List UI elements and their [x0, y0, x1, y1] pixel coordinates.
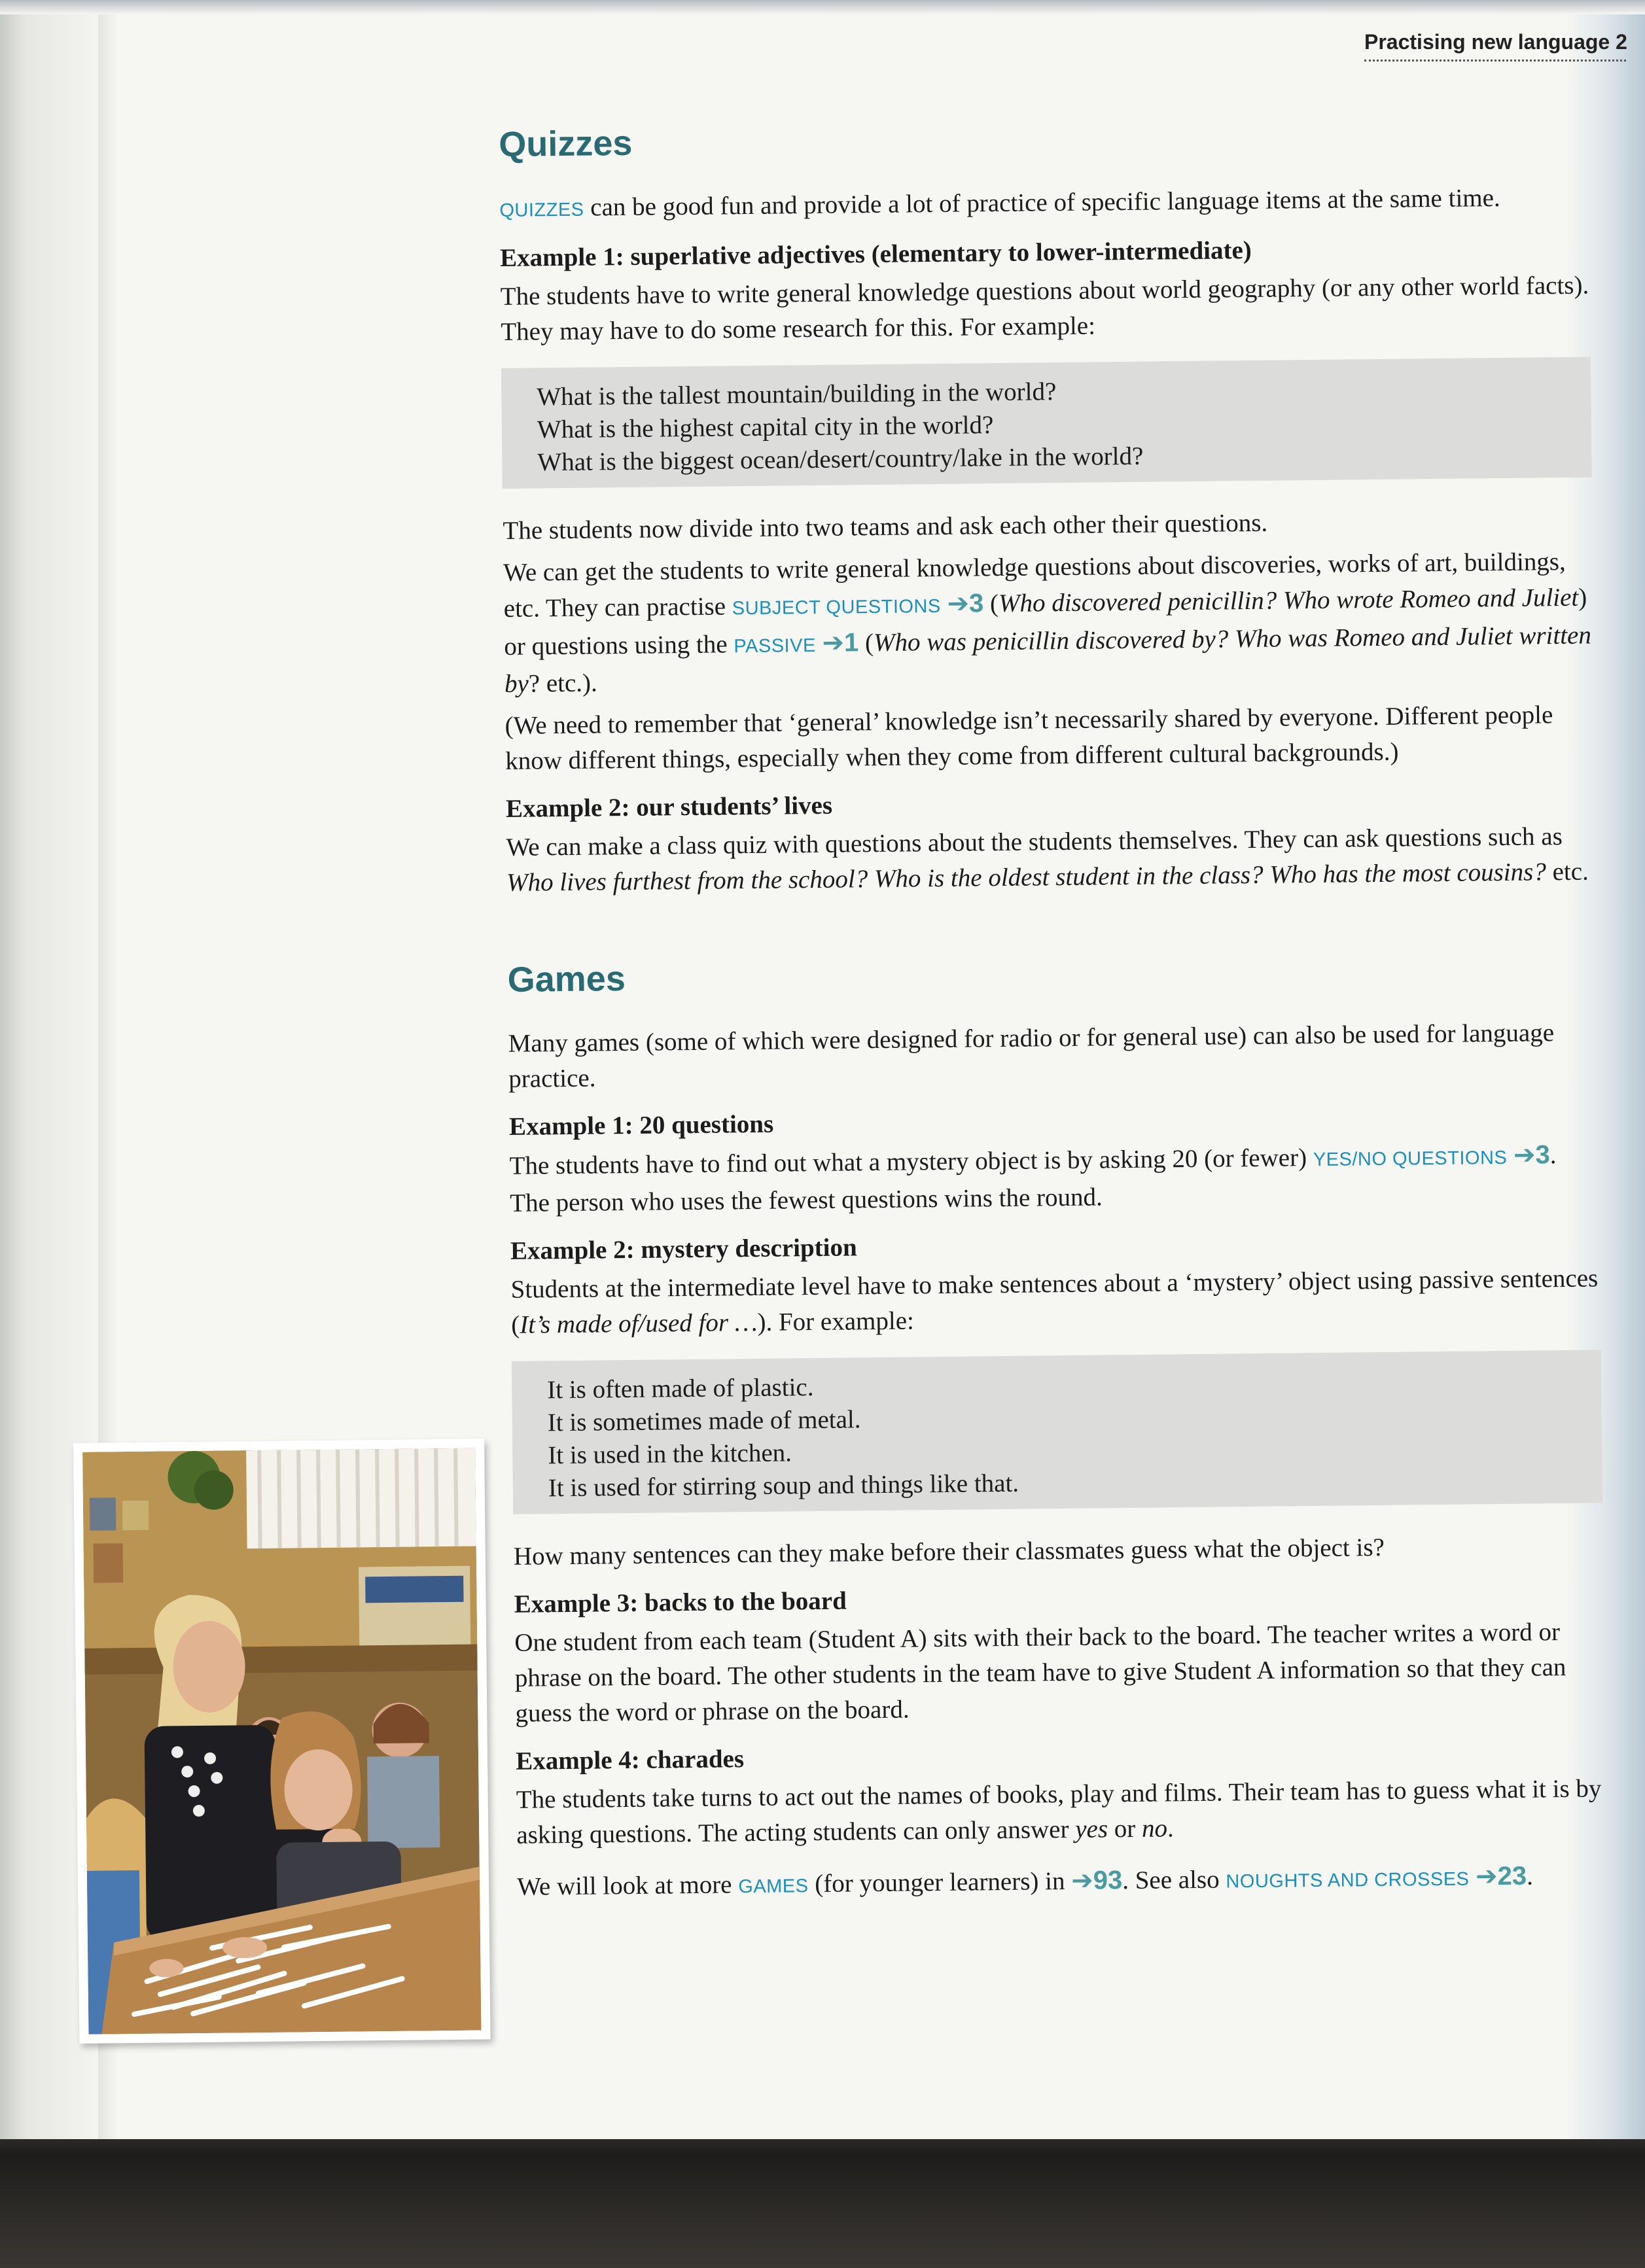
paragraph: The students have to find out what a mystery object is by asking 20 (or fewer) YES/NO QUESTIONS ➔3. The person who uses the fewest questions wins the round. — [509, 1140, 1557, 1217]
xref-passive[interactable]: PASSIVE — [734, 635, 816, 657]
running-head: Practising new language 2 — [1364, 30, 1626, 61]
example-line: It is often made of plastic. — [547, 1373, 814, 1404]
example-line: It is used for stirring soup and things like that. — [548, 1469, 1019, 1503]
example-line: What is the highest capital city in the world? — [537, 411, 994, 444]
xref-quizzes[interactable]: QUIZZES — [499, 199, 584, 221]
paragraph: (We need to remember that ‘general’ knowledge isn’t necessarily shared by everyone. Different people know different things, especially when they come from different cultural backgrounds.) — [504, 701, 1553, 775]
arrow-ref[interactable]: ➔23 — [1475, 1861, 1527, 1891]
example-heading: Example 1: superlative adjectives (elementary to lower-intermediate) — [499, 236, 1252, 272]
paragraph: How many sentences can they make before their classmates guess what the object is? — [513, 1533, 1385, 1571]
example-box — [512, 1350, 1602, 1514]
paragraph: The students take turns to act out the names of books, play and films. Their team has to guess what it is by asking questions. The acting students can only answer yes or no. — [516, 1774, 1602, 1849]
xref-subject-questions[interactable]: SUBJECT QUESTIONS — [732, 595, 941, 619]
example-heading: Example 4: charades — [515, 1745, 745, 1775]
paragraph: We will look at more GAMES (for younger learners) in ➔93. See also NOUGHTS AND CROSSES ➔23. — [516, 1861, 1534, 1901]
arrow-ref[interactable]: ➔1 — [822, 628, 859, 657]
xref-noughts-and-crosses[interactable]: NOUGHTS AND CROSSES — [1226, 1868, 1470, 1893]
example-line: It is used in the kitchen. — [548, 1439, 792, 1470]
quizzes-intro: QUIZZES can be good fun and provide a lot of practice of specific language items at the same time. — [499, 183, 1500, 222]
example-heading: Example 2: mystery description — [510, 1233, 857, 1265]
classroom-illustration — [82, 1448, 481, 2034]
scan-bottom-edge — [0, 2139, 1645, 2268]
paragraph: The students now divide into two teams and ask each other their questions. — [503, 508, 1268, 545]
example-line: What is the tallest mountain/building in the world? — [537, 377, 1057, 411]
arrow-ref[interactable]: ➔3 — [1513, 1140, 1550, 1170]
arrow-ref[interactable]: ➔3 — [947, 589, 984, 618]
example-line: It is sometimes made of metal. — [547, 1405, 861, 1437]
example-heading: Example 3: backs to the board — [514, 1586, 847, 1618]
section-heading-games: Games — [507, 959, 626, 1000]
paragraph: Many games (some of which were designed for radio or for general use) can also be used for language practice. — [508, 1019, 1555, 1093]
paragraph: The students have to write general knowledge questions about world geography (or any other world facts). They may have to do some research for this. For example: — [500, 271, 1589, 346]
scan-top-edge — [0, 0, 1645, 14]
classroom-photo — [73, 1439, 491, 2044]
paragraph: Students at the intermediate level have to make sentences about a ‘mystery’ object using passive sentences (It’s made of/used for …). For example: — [510, 1264, 1599, 1339]
paragraph: One student from each team (Student A) sits with their back to the board. The teacher writes a word or phrase on the board. The other students in the team have to give Student A information so that they can guess the word or phrase on the board. — [514, 1618, 1566, 1728]
paragraph: We can make a class quiz with questions about the students themselves. They can ask questions such as Who lives furthest from the school? Who is the oldest student in the class? Who has the most cousins? etc. — [506, 822, 1589, 897]
xref-games[interactable]: GAMES — [738, 1875, 809, 1898]
example-line: What is the biggest ocean/desert/country/lake in the world? — [537, 442, 1144, 477]
page-content — [499, 113, 1607, 1913]
example-box — [501, 357, 1592, 489]
example-heading: Example 1: 20 questions — [508, 1109, 774, 1141]
section-heading-quizzes: Quizzes — [499, 123, 633, 164]
arrow-ref[interactable]: ➔93 — [1070, 1866, 1123, 1895]
example-heading: Example 2: our students’ lives — [505, 791, 833, 823]
xref-yes-no-questions[interactable]: YES/NO QUESTIONS — [1313, 1147, 1508, 1171]
paragraph: We can get the students to write general knowledge questions about discoveries, works of art, buildings, etc. They can practise SUBJECT QUESTIONS ➔3 (Who discovered penicillin? Who wrote Romeo and Juliet) or questions using the PASSIVE ➔1 (Who was penicillin discovered by? Who was Romeo and Juliet written by? etc.). — [503, 547, 1592, 698]
